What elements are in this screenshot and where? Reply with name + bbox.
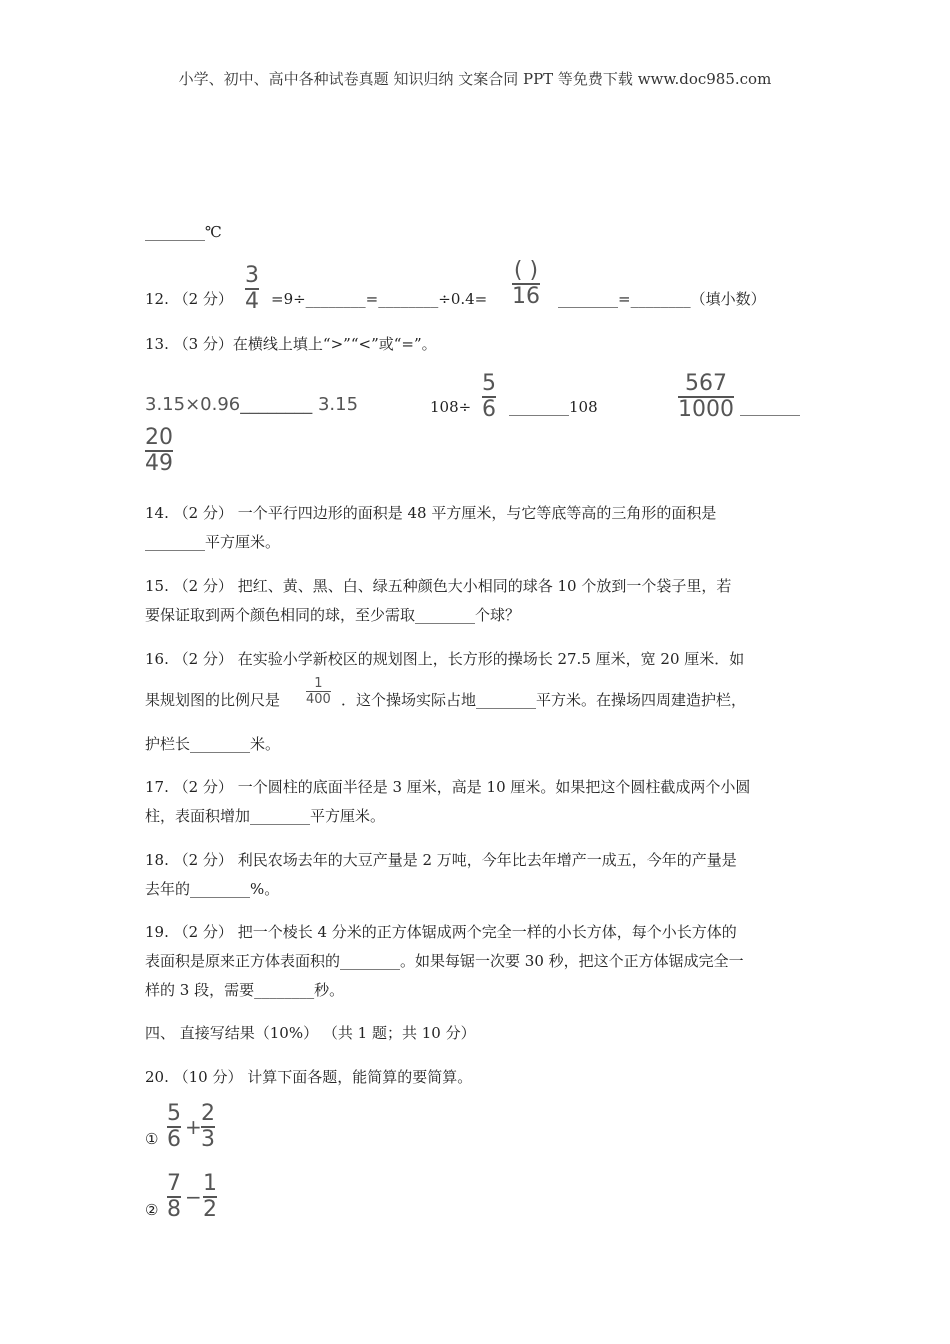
- q20-item-1-b-num: 2: [201, 1101, 215, 1126]
- q20-item-1-label: ①: [145, 1130, 159, 1148]
- q16-scale-num: 1: [314, 676, 323, 691]
- q13-fraction-567-1000-den: 1000: [678, 397, 734, 422]
- q13-fraction-20-49: [145, 427, 173, 475]
- q17-line-1: 17. （2 分） 一个圆柱的底面半径是 3 厘米，高是 10 厘米。如果把这个圆柱截成两个小圆: [145, 778, 751, 796]
- q20-item-2-fraction-b: [203, 1173, 217, 1221]
- q17-line-2: 柱，表面积增加________平方厘米。: [145, 807, 386, 825]
- q13-expr-1: 3.15×0.96________ 3.15: [145, 394, 359, 415]
- q11-answer-blank: ________℃: [145, 223, 222, 241]
- q12-prefix: 12. （2 分）: [145, 290, 233, 308]
- q20-item-1-a-num: 5: [167, 1101, 181, 1126]
- q20-item-1-a-den: 6: [167, 1127, 181, 1152]
- page-header: 小学、初中、高中各种试卷真题 知识归纳 文案合同 PPT 等免费下载 www.doc985.com: [178, 70, 772, 88]
- q16-scale-fraction: [306, 677, 331, 706]
- q20-item-1-b-den: 3: [201, 1127, 215, 1152]
- q20-item-2-b-den: 2: [203, 1197, 217, 1222]
- q12-suffix: ________=________（填小数）: [558, 290, 766, 308]
- q16-line-2-post: ．这个操场实际占地________平方米。在操场四周建造护栏，: [341, 691, 747, 709]
- q12-fraction-1-num: 3: [245, 263, 259, 288]
- q16-line-3: 护栏长________米。: [145, 735, 281, 753]
- q15-line-1: 15. （2 分） 把红、黄、黑、白、绿五种颜色大小相同的球各 10 个放到一个袋子里，若: [145, 577, 732, 595]
- q18-line-1: 18. （2 分） 利民农场去年的大豆产量是 2 万吨，今年比去年增产一成五，今年的产量是: [145, 851, 737, 869]
- q13-fraction-5-6-den: 6: [482, 397, 496, 422]
- q13-fraction-20-49-num: 20: [145, 425, 173, 450]
- q20-item-2-fraction-a: [167, 1173, 181, 1221]
- q20-item-2-b-num: 1: [203, 1171, 217, 1196]
- q13-fraction-567-1000: [678, 373, 734, 421]
- q20-item-2-operator: −: [185, 1185, 202, 1209]
- q20-item-1-operator: +: [185, 1115, 202, 1139]
- q13-expr-2-pre: 108÷: [430, 398, 472, 416]
- q18-line-2: 去年的________%。: [145, 880, 280, 898]
- q20-item-2-label: ②: [145, 1201, 159, 1219]
- q19-line-2: 表面积是原来正方体表面积的________。如果每锯一次要 30 秒，把这个正方体锯成完全一: [145, 952, 744, 970]
- q12-middle: =9÷________=________÷0.4=: [271, 290, 488, 308]
- q13-fraction-5-6-num: 5: [482, 371, 496, 396]
- q20-item-2-a-num: 7: [167, 1171, 181, 1196]
- q13-fraction-567-1000-num: 567: [685, 371, 727, 396]
- q20-item-2-a-den: 8: [167, 1197, 181, 1222]
- q13-expr-3-blank: ________: [740, 398, 800, 416]
- section-4-heading: 四、 直接写结果（10%） （共 1 题；共 10 分）: [145, 1024, 476, 1042]
- q14-line-2: ________平方厘米。: [145, 533, 281, 551]
- q19-line-1: 19. （2 分） 把一个棱长 4 分米的正方体锯成两个完全一样的小长方体，每个小长方体的: [145, 923, 737, 941]
- q12-fraction-2: [512, 260, 540, 308]
- q16-scale-den: 400: [306, 692, 331, 707]
- q20-item-1-fraction-b: [201, 1103, 215, 1151]
- q19-line-3: 样的 3 段，需要________秒。: [145, 981, 345, 999]
- q20-text: 20. （10 分） 计算下面各题，能简算的要简算。: [145, 1068, 473, 1086]
- q12-fraction-1-den: 4: [245, 289, 259, 314]
- q14-line-1: 14. （2 分） 一个平行四边形的面积是 48 平方厘米，与它等底等高的三角形的面积是: [145, 504, 717, 522]
- q20-item-1-fraction-a: [167, 1103, 181, 1151]
- q12-fraction-2-den: 16: [512, 284, 540, 309]
- q12-fraction-2-num: ( ): [513, 258, 539, 283]
- q13-fraction-5-6: [482, 373, 496, 421]
- q15-line-2: 要保证取到两个颜色相同的球，至少需取________个球？: [145, 606, 521, 624]
- q16-line-2-pre: 果规划图的比例尺是: [145, 691, 281, 709]
- q13-expr-2-post: ________108: [509, 398, 598, 416]
- q13-text: 13. （3 分）在横线上填上“>”“<”或“=”。: [145, 335, 437, 353]
- q12-fraction-1: [245, 265, 259, 313]
- q13-fraction-20-49-den: 49: [145, 451, 173, 476]
- q16-line-1: 16. （2 分） 在实验小学新校区的规划图上，长方形的操场长 27.5 厘米，宽 20 厘米．如: [145, 650, 745, 668]
